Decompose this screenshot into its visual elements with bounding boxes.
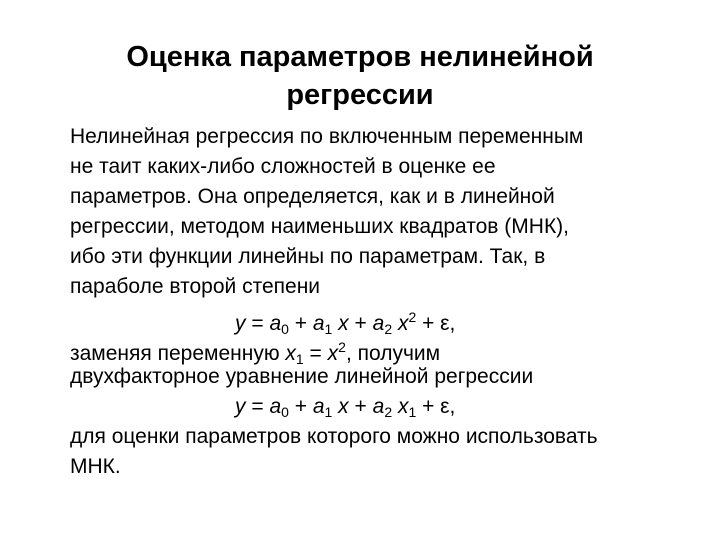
formula-parabola: $y = a_0 + a_1$ $x + a_2$ $x^2 + \varepsilon$, (235, 309, 456, 337)
paragraph1-line: Нелинейная регрессия по включенным переменным (70, 125, 584, 148)
paragraph1-line: параметров. Она определяется, как и в линейной (70, 185, 555, 208)
paragraph3-line: для оценки параметров которого можно использовать (70, 425, 598, 448)
paragraph1-line: не таит каких-либо сложностей в оценке ее (70, 155, 496, 178)
title-line-2: регрессии (286, 79, 434, 111)
page-title (60, 38, 660, 114)
paragraph2-line: заменяя переменную $x_1 = x^2$, получим (70, 339, 441, 367)
formula-linear: $y = a_0 + a_1$ $x + a_2$ $x_1 + \varepsilon$, (235, 395, 456, 420)
slide-body (70, 122, 690, 482)
paragraph3-line: МНК. (70, 455, 121, 478)
title-line-1: Оценка параметров нелинейной (126, 41, 594, 73)
paragraph1-line: ибо эти функции линейны по параметрам. Так, в (70, 245, 546, 268)
paragraph1-line: регрессии, методом наименьших квадратов (МНК), (70, 215, 570, 238)
paragraph1-line: параболе второй степени (70, 275, 321, 298)
paragraph2-line: двухфакторное уравнение линейной регрессии (70, 365, 534, 388)
